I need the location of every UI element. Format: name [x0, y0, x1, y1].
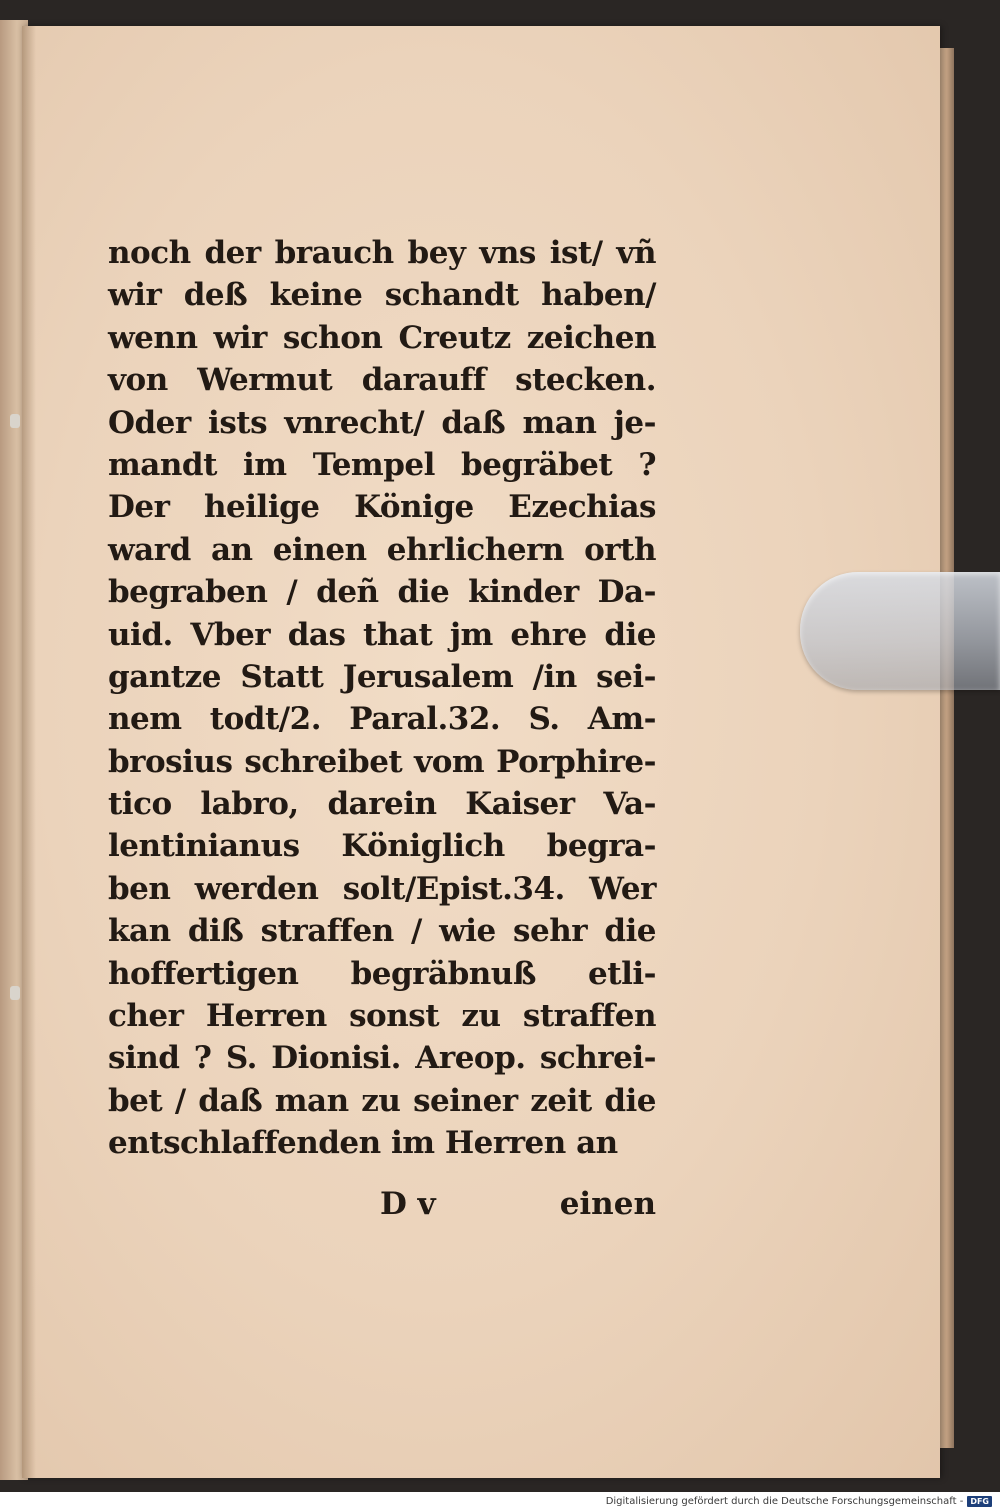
signature-catchword-line: [380, 1186, 656, 1222]
text-line: lentinianus Königlich begra-: [108, 828, 656, 865]
text-line: uid. Vber das that jm ehre die: [108, 616, 656, 653]
text-line: Der heilige Könige Ezechias: [108, 489, 656, 526]
footer-bar: [0, 1492, 1000, 1510]
binding-stitch: [10, 414, 20, 428]
page-text: [108, 232, 656, 1165]
text-line: ben werden solt/Epist.34. Wer: [108, 870, 656, 907]
text-line: begraben / deñ die kinder Da-: [108, 574, 656, 611]
text-line: mandt im Tempel begräbet ?: [108, 446, 656, 483]
text-line: cher Herren sonst zu straffen: [108, 998, 656, 1035]
dfg-logo-icon: DFG: [967, 1496, 992, 1507]
text-line: entschlaffenden im Herren an: [108, 1125, 618, 1162]
text-line: nem todt/2. Paral.32. S. Am-: [108, 701, 656, 738]
text-line: noch der brauch bey vns ist/ vñ: [108, 235, 656, 271]
text-line: ward an einen ehrlichern orth: [108, 531, 656, 568]
text-line: bet / daß man zu seiner zeit die: [108, 1082, 656, 1119]
text-line: sind ? S. Dionisi. Areop. schrei-: [108, 1040, 656, 1077]
text-line: wir deß keine schandt haben/: [108, 277, 656, 314]
text-line: gantze Statt Jerusalem /in sei-: [108, 658, 656, 695]
catchword: einen: [559, 1186, 656, 1222]
text-line: tico labro, darein Kaiser Va-: [108, 786, 656, 823]
funding-credit: Digitalisierung gefördert durch die Deutsche Forschungsgemeinschaft -: [605, 1495, 964, 1507]
signature-mark: D v: [380, 1186, 436, 1222]
glass-page-clip: [800, 572, 1000, 690]
text-line: kan diß straffen / wie sehr die: [108, 913, 656, 950]
text-line: brosius schreibet vom Porphire-: [108, 743, 656, 780]
text-line: Oder ists vnrecht/ daß man je-: [108, 404, 656, 441]
text-line: wenn wir schon Creutz zeichen: [108, 319, 656, 356]
text-line: hoffertigen begräbnuß etli-: [108, 955, 656, 992]
binding-gutter: [22, 26, 36, 1478]
text-line: von Wermut darauff stecken.: [108, 362, 656, 399]
binding-stitch: [10, 986, 20, 1000]
